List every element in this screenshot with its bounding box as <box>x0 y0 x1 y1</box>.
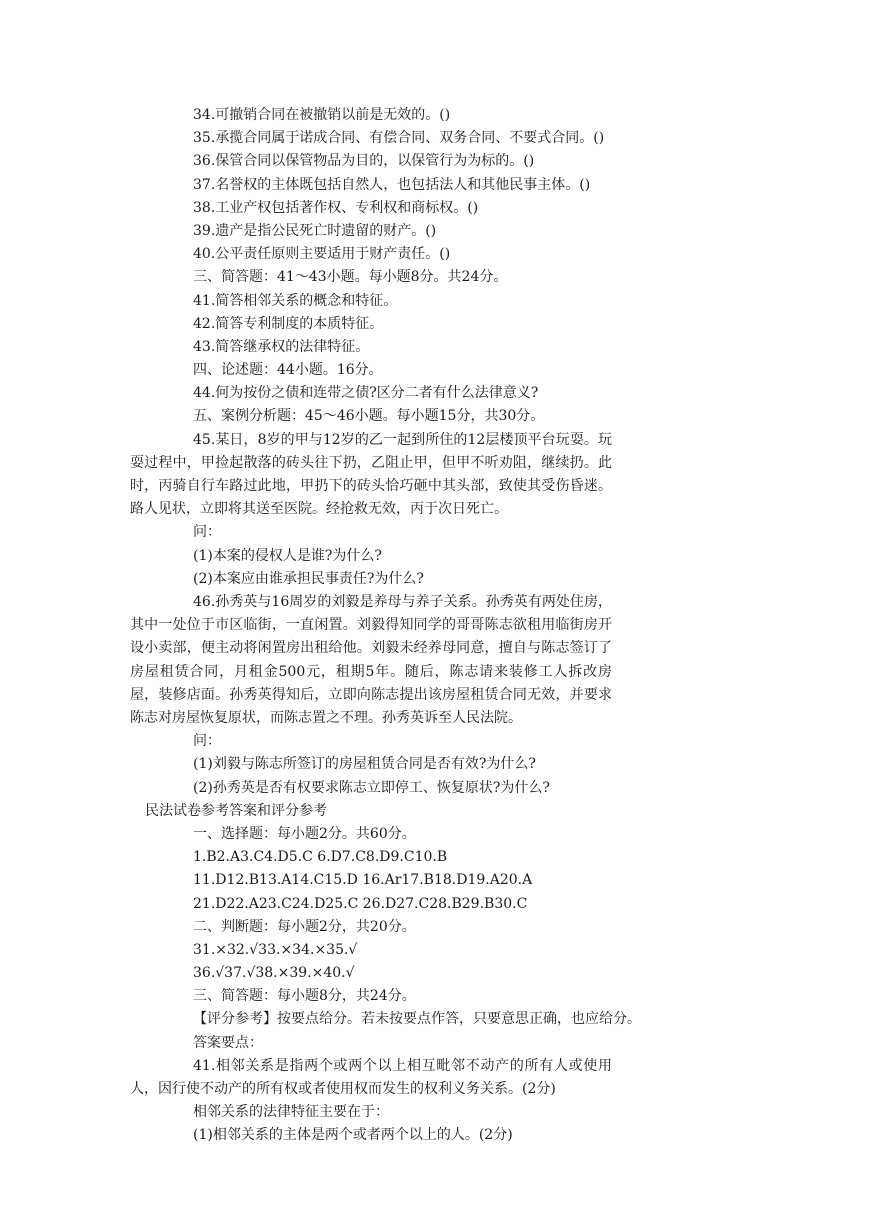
answer-choice-row-2: 11.D12.B13.A14.C15.D 16.Ar17.B18.D19.A20.A <box>193 872 533 889</box>
question-43: 43.简答继承权的法律特征。 <box>193 338 370 355</box>
case-45-paragraph <box>0 429 739 522</box>
case-45-question-2: (2)本案应由谁承担民事责任?为什么? <box>193 570 424 587</box>
answer-title: 民法试卷参考答案和评分参考 <box>145 802 327 819</box>
case-46-paragraph <box>0 591 739 730</box>
case-45-ask: 问： <box>193 524 221 541</box>
section-heading-case-analysis: 五、案例分析题：45～46小题。每小题15分，共30分。 <box>193 408 545 425</box>
question-40: 40.公平责任原则主要适用于财产责任。() <box>193 246 451 263</box>
case-45-text: 45.某日，8岁的甲与12岁的乙一起到所住的12层楼顶平台玩耍。玩耍过程中，甲捡起散落的砖头往下扔，乙阻止甲，但甲不听劝阻，继续扔。此时，丙骑自行车路过此地，甲扔下的砖头恰巧砸中其头部，致使其受伤昏迷。路人见状，立即将其送至医院。经抢救无效，丙于次日死亡。 <box>130 431 612 518</box>
answer-short-heading: 三、简答题：每小题8分，共24分。 <box>193 988 416 1005</box>
question-42: 42.简答专利制度的本质特征。 <box>193 315 384 332</box>
answer-judge-row-2: 36.√37.√38.×39.×40.√ <box>193 965 355 982</box>
question-35: 35.承揽合同属于诺成合同、有偿合同、双务合同、不要式合同。() <box>193 130 605 147</box>
case-46-text: 46.孙秀英与16周岁的刘毅是养母与养子关系。孙秀英有两处住房，其中一处位于市区临街，一直闲置。刘毅得知同学的哥哥陈志欲租用临街房开设小卖部，便主动将闲置房出租给他。刘毅未经养母同意，擅自与陈志签订了房屋租赁合同，月租金500元，租期5年。随后，陈志请来装修工人拆改房屋，装修店面。孙秀英得知后，立即向陈志提出该房屋租赁合同无效，并要求陈志对房屋恢复原状，而陈志置之不理。孙秀英诉至人民法院。 <box>130 594 612 727</box>
answer-judge-row-1: 31.×32.√33.×34.×35.√ <box>193 941 358 958</box>
case-46-ask: 问： <box>193 733 221 750</box>
scoring-note: 【评分参考】按要点给分。若未按要点作答，只要意思正确，也应给分。 <box>193 1011 641 1028</box>
question-34: 34.可撤销合同在被撤销以前是无效的。() <box>193 107 451 123</box>
answer-choice-heading: 一、选择题：每小题2分。共60分。 <box>193 825 416 842</box>
section-heading-essay: 四、论述题：44小题。16分。 <box>193 362 383 379</box>
section-heading-short-answer: 三、简答题：41～43小题。每小题8分。共24分。 <box>193 269 508 286</box>
answer-judge-heading: 二、判断题：每小题2分，共20分。 <box>193 918 416 935</box>
case-46-question-2: (2)孙秀英是否有权要求陈志立即停工、恢复原状?为什么? <box>193 779 550 796</box>
answer-41-features-intro: 相邻关系的法律特征主要在于： <box>193 1104 389 1121</box>
question-41: 41.简答相邻关系的概念和特征。 <box>193 292 398 309</box>
case-46-question-1: (1)刘毅与陈志所签订的房屋租赁合同是否有效?为什么? <box>193 756 536 773</box>
answer-choice-row-1: 1.B2.A3.C4.D5.C 6.D7.C8.D9.C10.B <box>193 849 448 866</box>
case-45-question-1: (1)本案的侵权人是谁?为什么? <box>193 547 382 564</box>
question-36: 36.保管合同以保管物品为目的，以保管行为为标的。() <box>193 153 535 170</box>
answer-41-text: 41.相邻关系是指两个或两个以上相互毗邻不动产的所有人或使用人，因行使不动产的所有权或者使用权而发生的权利义务关系。(2分) <box>130 1057 612 1098</box>
question-44: 44.何为按份之债和连带之债?区分二者有什么法律意义? <box>193 385 539 402</box>
question-37: 37.名誉权的主体既包括自然人，也包括法人和其他民事主体。() <box>193 176 591 193</box>
answer-choice-row-3: 21.D22.A23.C24.D25.C 26.D27.C28.B29.B30.C <box>193 895 528 912</box>
question-38: 38.工业产权包括著作权、专利权和商标权。() <box>193 199 479 216</box>
question-39: 39.遗产是指公民死亡时遗留的财产。() <box>193 222 437 239</box>
answer-key-points-label: 答案要点： <box>193 1034 263 1051</box>
answer-41-feature-1: (1)相邻关系的主体是两个或者两个以上的人。(2分) <box>193 1127 513 1144</box>
answer-41-paragraph <box>0 1055 739 1101</box>
